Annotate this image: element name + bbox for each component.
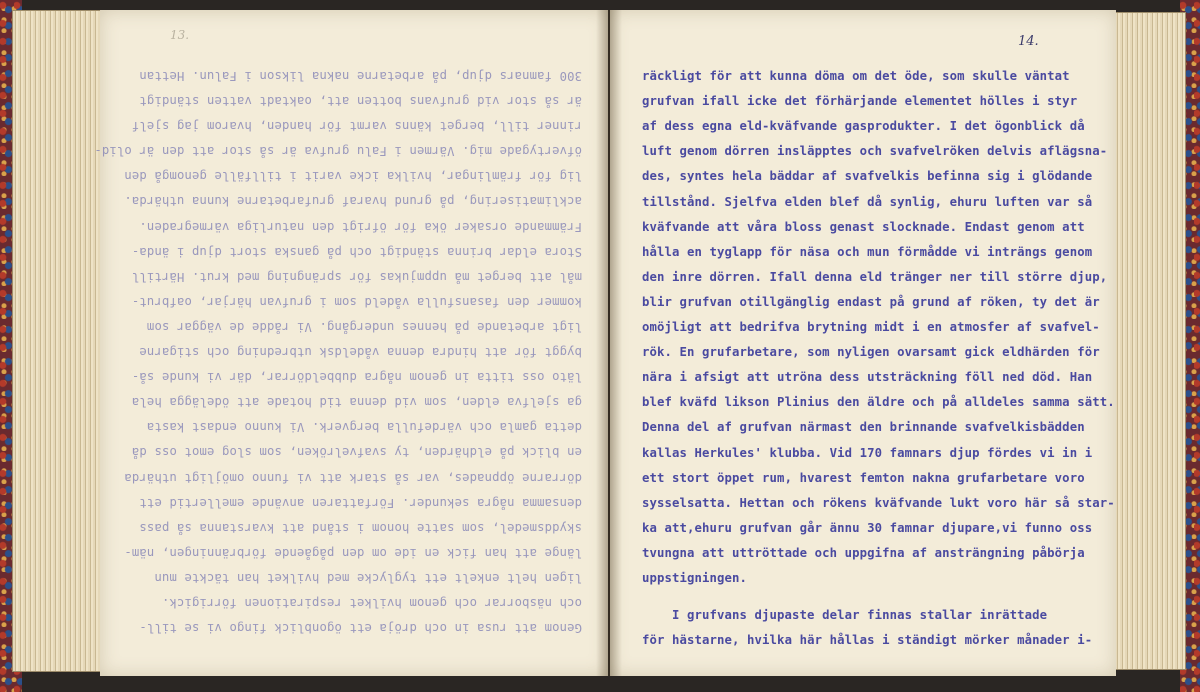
text-line: Främmande orsaker öka för öfrigt den naturliga värmegraden. (139, 219, 582, 234)
text-line: skyddsmedel, som satte honom i stånd att kvarstanna så pass (139, 520, 582, 535)
bleed-through-text (94, 10, 608, 676)
text-line: byggt för att hindra denna vådeldsk utbredning och stigarne (139, 345, 582, 360)
text-line: är så stor vid grufvans botten att, oaktadt vatten ständigt (139, 94, 582, 109)
text-line: en blick på eldhärden, ty svafvelröken, som slog emot oss då (131, 445, 582, 460)
text-line: acklimatisering, på grund hvaraf grufarbetarne kunna uthärda. (124, 194, 582, 209)
text-line: för hästarne, hvilka här hållas i ständigt mörker månader i- (642, 633, 1093, 648)
text-line: rök. En grufarbetare, som nyligen ovarsamt gick eldhärden för (642, 345, 1100, 360)
text-line: rinner till, berget känns varmt för handen, hvarom jag sjelf (131, 119, 582, 134)
text-line: hålla en tyglapp för näsa och mun förmådde vi inträngs genom (642, 244, 1093, 259)
text-line: den inre dörren. Ifall denna eld tränger ner till större djup, (642, 269, 1108, 284)
text-line: dörrarne öppnades, var så stark att vi funno omöjligt uthärda (124, 470, 582, 485)
text-line: Genom att rusa in och dröja ett ögonblick fingo vi se till- (139, 621, 582, 636)
text-line: sysselsatta. Hettan och rökens kväfvande lukt voro här så star- (642, 495, 1115, 510)
text-line: I grufvans djupaste delar finnas stallar inrättade (672, 608, 1048, 623)
text-line: af dess egna eld-kväfvande gasprodukter. I det ögonblick då (642, 119, 1085, 134)
text-line: och näsborrar och genom hvilket respirationen förrigick. (161, 596, 582, 611)
text-line: detta gamla och värdefulla bergverk. Vi kunno endast kasta (146, 420, 582, 435)
text-line: blef kväfd likson Plinius den äldre och på alldeles samma sätt. (642, 395, 1115, 410)
text-line: tvungna att uttröttade och uppgifna af ansträngning påbörja (642, 545, 1085, 560)
text-line: Stora eldar brinna ständigt och på ganska stort djup i ända- (131, 244, 582, 259)
text-line: des, syntes hela bäddar af svafvelkis befinna sig i glödande (642, 169, 1093, 184)
text-line: uppstigningen. (642, 571, 748, 585)
text-line: nära i afsigt att utröna dess utsträckning föll ned död. Han (642, 370, 1093, 385)
text-line: mål att berget må uppmjukas för sprängning med krut. Härtill (131, 269, 582, 284)
text-line: ka att,ehuru grufvan går ännu 30 famnar djupare,vi funno oss (642, 520, 1093, 535)
text-line: lig för främlingar, hvilka icke varit i tillfälle genomgå den (124, 169, 582, 184)
text-line: luft genom dörren insläpptes och svafvelröken delvis aflägsna- (642, 144, 1108, 159)
page-edges-right (1114, 12, 1186, 670)
text-line: densamma några sekunder. Författaren använde emellertid ett (139, 495, 582, 510)
right-page (610, 10, 1116, 676)
text-line: kallas Herkules' klubba. Vid 170 famnars djup fördes vi in i (642, 445, 1093, 460)
text-line: Denna del af grufvan närmast den brinnande svafvelkisbädden (642, 420, 1085, 435)
text-line: 300 famnars djup, på arbetarne nakna likson i Falun. Hettan (139, 69, 582, 83)
text-line: ligen helt enkelt ett tyglycke med hvilket han täckte mun (154, 571, 582, 585)
book-gutter (596, 10, 622, 676)
text-line: räckligt för att kunna döma om det öde, som skulle väntat (642, 69, 1070, 83)
text-line: blir grufvan otillgänglig endast på grund af röken, ty det är (642, 294, 1100, 309)
left-page (94, 10, 608, 676)
text-line: öfvertygade mig. Värmen i Falu grufva är så stor att den är olid- (94, 144, 582, 159)
left-page-number: 13. (170, 28, 190, 42)
text-line: grufvan ifall icke det förhärjande elementet hölles i styr (642, 94, 1078, 109)
text-line: omöjligt att bedrifva brytning midt i en atmosfer af svafvel- (642, 320, 1100, 334)
text-line: ligt arbetande på hennes undergång. Vi rådde de väggar som (146, 320, 582, 334)
page-edges-left (12, 10, 106, 672)
text-line: kväfvande att våra bloss genast slocknade. Endast genom att (642, 219, 1085, 234)
right-page-number: 14. (1018, 34, 1039, 49)
text-line: ett stort öppet rum, hvarest femton nakna grufarbetare voro (642, 470, 1085, 485)
text-line: ga sjelfva elden, som vid denna tid hotade att ödelägga hela (131, 395, 582, 410)
text-line: tillstånd. Sjelfva elden blef då synlig, ehuru luften var så (642, 194, 1093, 209)
text-line: länge att han fick en ide om den pågående förbränningen, näm- (124, 545, 582, 560)
text-line: läto oss titta in genom några dubbeldörrar, där vi kunde så- (131, 370, 582, 385)
text-line: kommer den fasansfulla vådeld som i grufvan härjar, oafbrut- (131, 294, 582, 309)
